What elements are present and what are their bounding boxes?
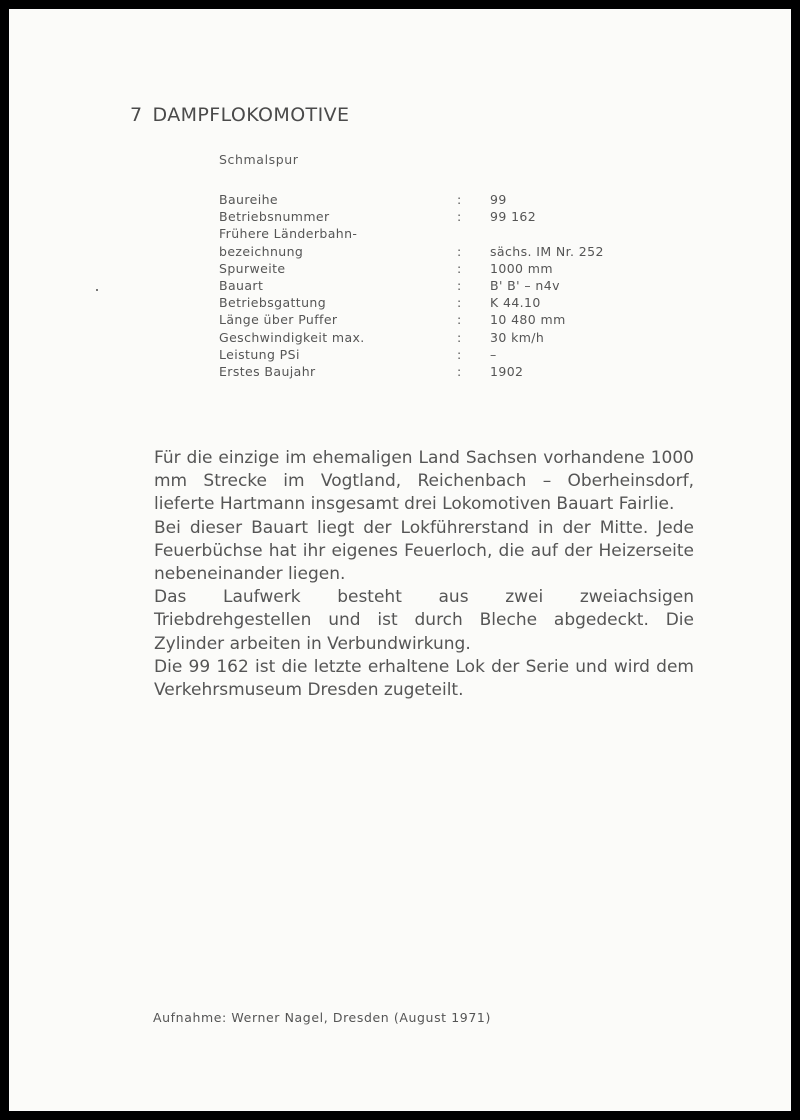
title-text: DAMPFLOKOMOTIVE <box>152 104 350 126</box>
spec-row-baujahr <box>219 363 679 380</box>
description-paragraph: Die 99 162 ist die letzte erhaltene Lok der Serie und wird dem Verkehrsmuseum Dresden zugeteilt. <box>154 656 694 701</box>
spec-label: Frühere Länderbahn- <box>219 226 358 242</box>
spec-value: 99 162 <box>490 209 537 225</box>
spec-colon: : <box>457 277 462 293</box>
page-title <box>130 104 349 126</box>
spec-value: B' B' – n4v <box>490 277 560 293</box>
spec-row-laenge <box>219 311 679 328</box>
photo-credit: Aufnahme: Werner Nagel, Dresden (August 1971) <box>153 1010 491 1025</box>
spec-value: 30 km/h <box>490 329 545 345</box>
spec-value: – <box>490 346 497 362</box>
spec-row-bauart <box>219 277 679 294</box>
spec-colon: : <box>457 312 462 328</box>
spec-colon: : <box>457 329 462 345</box>
spec-value: K 44.10 <box>490 295 541 311</box>
spec-value: 99 <box>490 192 507 207</box>
spec-row-fruehere-laenderbahn <box>219 225 679 242</box>
description-paragraph: Das Laufwerk besteht aus zwei zweiachsigen Triebdrehgestellen und ist durch Bleche abgedeckt. Die Zylinder arbeiten in Verbundwirkung. <box>154 587 694 654</box>
spec-table <box>219 191 679 380</box>
spec-label: Länge über Puffer <box>219 312 338 328</box>
spec-label: Bauart <box>219 277 264 293</box>
speck <box>96 289 98 291</box>
spec-colon: : <box>457 295 462 311</box>
spec-label: Geschwindigkeit max. <box>219 329 365 345</box>
spec-value: 1000 mm <box>490 260 553 276</box>
spec-colon: : <box>457 346 462 362</box>
spec-value: sächs. IM Nr. 252 <box>490 243 604 259</box>
spec-colon: : <box>457 192 462 207</box>
description-paragraph: Für die einzige im ehemaligen Land Sachsen vorhandene 1000 mm Strecke im Vogtland, Reichenbach – Oberheinsdorf, lieferte Hartmann insgesamt drei Lokomotiven Bauart Fairlie. <box>154 448 694 515</box>
spec-label: Betriebsgattung <box>219 295 327 311</box>
spec-label: Spurweite <box>219 260 286 276</box>
spec-label: bezeichnung <box>219 243 304 259</box>
spec-value: 10 480 mm <box>490 312 566 328</box>
spec-row-leistung <box>219 346 679 363</box>
spec-label: Leistung PSi <box>219 346 300 362</box>
description-paragraph: Bei dieser Bauart liegt der Lokführerstand in der Mitte. Jede Feuerbüchse hat ihr eigenes Feuerloch, die auf der Heizerseite nebeneinander liegen. <box>154 517 694 585</box>
card-number: 7 <box>130 104 143 126</box>
spec-label: Betriebsnummer <box>219 209 330 225</box>
description-text <box>154 447 694 702</box>
spec-colon: : <box>457 363 462 379</box>
spec-row-bezeichnung <box>219 243 679 260</box>
spec-colon: : <box>457 260 462 276</box>
spec-row-spurweite <box>219 260 679 277</box>
subtitle: Schmalspur <box>219 152 299 167</box>
spec-row-baureihe <box>219 191 679 208</box>
postcard-back <box>9 9 791 1111</box>
spec-label: Baureihe <box>219 192 278 207</box>
spec-value: 1902 <box>490 363 524 379</box>
spec-label: Erstes Baujahr <box>219 363 316 379</box>
spec-row-betriebsnummer <box>219 208 679 225</box>
spec-row-geschwindigkeit <box>219 329 679 346</box>
spec-colon: : <box>457 243 462 259</box>
spec-row-betriebsgattung <box>219 294 679 311</box>
spec-colon: : <box>457 209 462 225</box>
